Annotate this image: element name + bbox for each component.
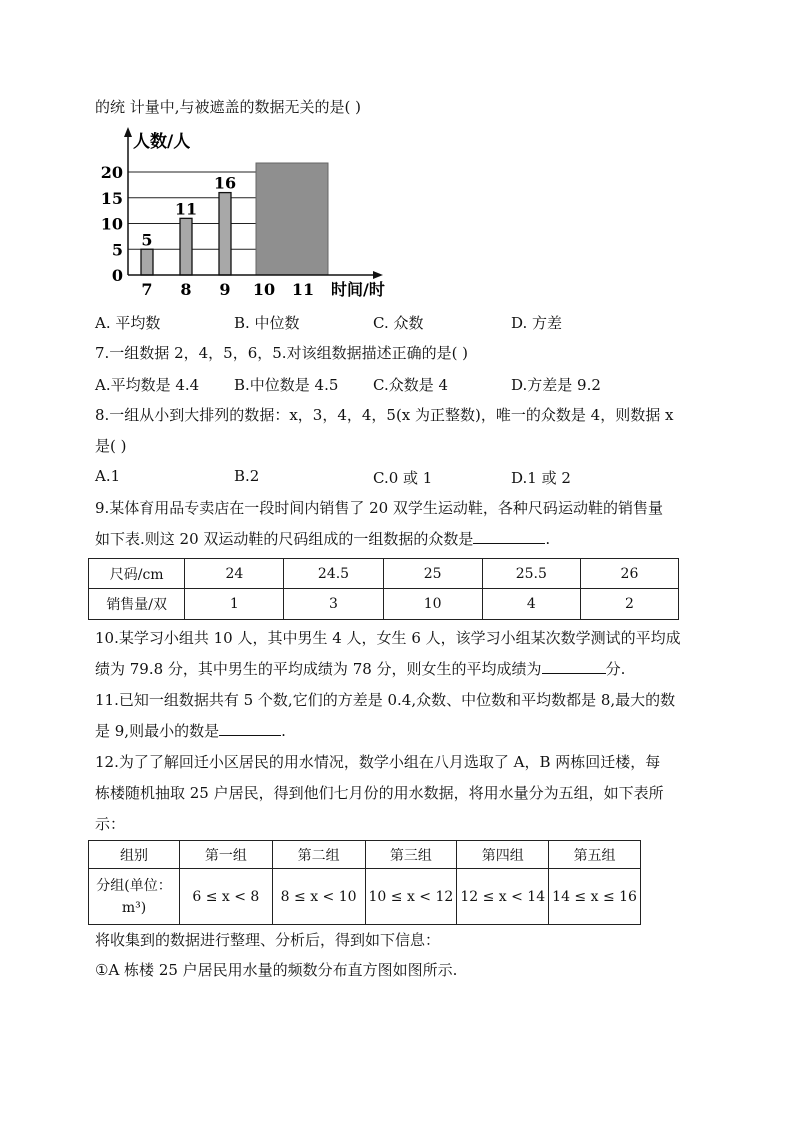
y-axis-arrow [124, 127, 132, 137]
table-row [89, 589, 679, 620]
x-axis-label: 时间/时 [331, 280, 385, 299]
q8-option-b[interactable]: B.2 [234, 467, 260, 485]
y-axis-label: 人数/人 [133, 132, 191, 152]
q6-option-a[interactable]: A. 平均数 [95, 314, 161, 332]
q8-option-a[interactable]: A.1 [95, 467, 121, 485]
q8-options [95, 467, 715, 487]
bar [141, 249, 153, 275]
q7-options [95, 374, 715, 394]
x-tick-label: 9 [219, 280, 231, 299]
q11-answer-blank[interactable] [219, 721, 281, 736]
table-cell: 26 [580, 559, 678, 589]
y-tick-label: 10 [100, 214, 123, 234]
q10-line1: 10.某学习小组共 10 人，其中男生 4 人，女生 6 人，该学习小组某次数学测试的平均成 [95, 629, 681, 647]
q10-answer-blank[interactable] [542, 659, 606, 674]
table-cell: 尺码/cm [89, 559, 185, 589]
table-cell: 3 [284, 589, 383, 620]
q12-line1: 12.为了了解回迁小区居民的用水情况，数学小组在八月选取了 A，B 两栋回迁楼，每 [95, 753, 661, 771]
q9-answer-blank[interactable] [473, 529, 545, 544]
x-tick-label: 8 [180, 280, 192, 299]
table-cell: 第四组 [457, 841, 549, 869]
q7-stem: 7.一组数据 2，4，5，6，5.对该组数据描述正确的是( ) [95, 344, 469, 362]
q8-stem-line2: 是( ) [95, 437, 127, 455]
q12-after-line1: 将收集到的数据进行整理、分析后，得到如下信息： [95, 931, 441, 949]
x-axis-arrow [373, 271, 383, 279]
y-tick-label: 15 [100, 188, 123, 208]
table-cell: 销售量/双 [89, 589, 185, 620]
q6-option-d[interactable]: D. 方差 [511, 314, 563, 332]
table-cell [89, 869, 180, 925]
x-tick-label: 10 [252, 280, 276, 299]
table-cell: 25.5 [482, 559, 580, 589]
data-label: 16 [213, 173, 237, 193]
table-cell: 8 ≤ x < 10 [272, 869, 365, 925]
table-cell: 10 [383, 589, 482, 620]
q11-line2-text: 是 9,则最小的数是 [95, 722, 220, 740]
table-cell: 24.5 [284, 559, 383, 589]
table-cell: 25 [383, 559, 482, 589]
data-label: 11 [174, 199, 198, 219]
y-tick-label: 20 [100, 163, 123, 182]
q11-line1: 11.已知一组数据共有 5 个数,它们的方差是 0.4,众数、中位数和平均数都是 8,最大的数 [95, 691, 676, 709]
table-cell: 1 [185, 589, 284, 620]
q7-option-a[interactable]: A.平均数是 4.4 [95, 376, 200, 394]
table-cell: 4 [482, 589, 580, 620]
q12-line2: 栋楼随机抽取 25 户居民，得到他们七月份的用水数据，将用水量分为五组，如下表所 [95, 784, 664, 802]
q6-option-c[interactable]: C. 众数 [373, 314, 424, 332]
bar-chart [95, 125, 395, 305]
q11-line2-end: . [281, 722, 286, 740]
q6-stem: 的统 计量中,与被遮盖的数据无关的是( ) [95, 98, 362, 116]
q6-option-b[interactable]: B. 中位数 [234, 314, 300, 332]
table-cell: 第二组 [272, 841, 365, 869]
q6-options [95, 312, 715, 332]
bar [180, 218, 192, 275]
table-cell: 24 [185, 559, 284, 589]
table-cell: 第三组 [365, 841, 457, 869]
shoe-size-table [88, 558, 679, 620]
row-label-line1: 分组(单位： [96, 877, 172, 894]
q9-line1: 9.某体育用品专卖店在一段时间内销售了 20 双学生运动鞋，各种尺码运动鞋的销售量 [95, 499, 663, 517]
table-cell: 6 ≤ x < 8 [179, 869, 272, 925]
table-cell: 14 ≤ x ≤ 16 [549, 869, 641, 925]
q11-line2 [95, 721, 286, 741]
y-tick-label: 0 [111, 266, 123, 285]
row-label-line2: m³) [121, 899, 147, 916]
y-tick-label: 5 [111, 240, 123, 260]
q9-line2-text: 如下表.则这 20 双运动鞋的尺码组成的一组数据的众数是 [95, 530, 474, 548]
q7-option-c[interactable]: C.众数是 4 [373, 376, 449, 394]
q12-after-line2: ①A 栋楼 25 户居民用水量的频数分布直方图如图所示. [95, 961, 458, 979]
table-row [89, 841, 641, 869]
bar [219, 193, 231, 275]
q9-line2 [95, 529, 550, 549]
q12-line3: 示： [95, 815, 126, 833]
table-row [89, 869, 641, 925]
table-cell: 12 ≤ x < 14 [457, 869, 549, 925]
table-cell: 组别 [89, 841, 180, 869]
table-cell: 第五组 [549, 841, 641, 869]
x-tick-label: 11 [291, 280, 315, 299]
water-usage-group-table [88, 840, 641, 925]
table-row [89, 559, 679, 589]
q10-line2-text: 绩为 79.8 分，其中男生的平均成绩为 78 分，则女生的平均成绩为 [95, 660, 542, 678]
q10-line2-end: 分. [605, 660, 626, 678]
table-cell: 第一组 [179, 841, 272, 869]
data-label: 5 [141, 230, 153, 250]
q7-option-b[interactable]: B.中位数是 4.5 [234, 376, 339, 394]
q8-option-c[interactable]: C.0 或 1 [373, 469, 433, 487]
covered-area [256, 163, 328, 275]
table-cell: 10 ≤ x < 12 [365, 869, 457, 925]
q8-stem-line1: 8.一组从小到大排列的数据：x，3，4，4，5(x 为正整数)，唯一的众数是 4，则数据 x [95, 406, 674, 424]
table-cell: 2 [580, 589, 678, 620]
q10-line2 [95, 659, 625, 679]
x-tick-label: 7 [141, 280, 153, 299]
q7-option-d[interactable]: D.方差是 9.2 [511, 376, 601, 394]
q8-option-d[interactable]: D.1 或 2 [511, 469, 571, 487]
q9-line2-end: . [545, 530, 551, 548]
